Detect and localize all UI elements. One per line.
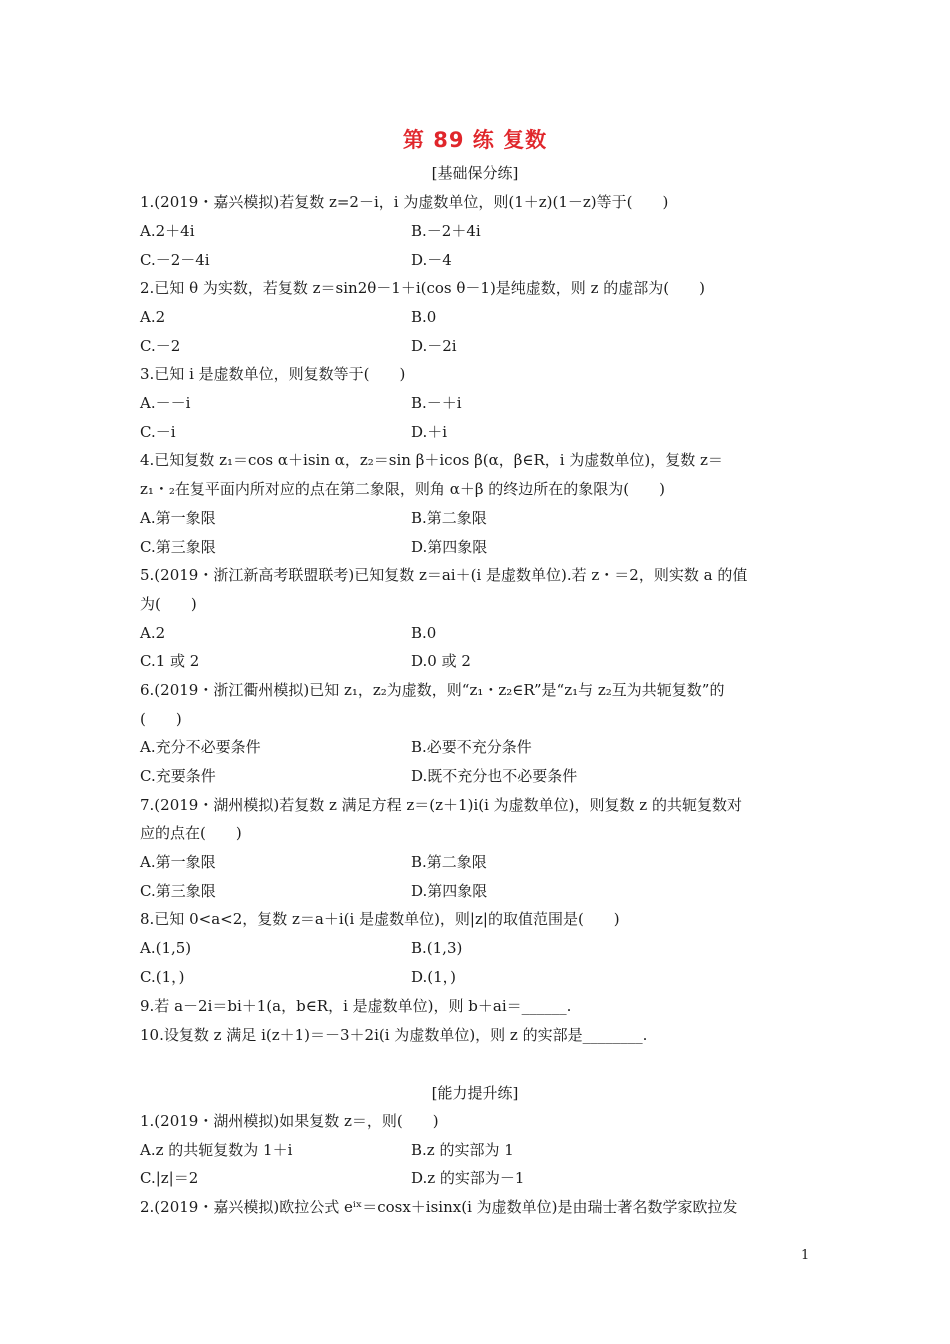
question-4-stem-line-2: z₁・₂在复平面内所对应的点在第二象限，则角 α＋β 的终边所在的象限为( ) xyxy=(140,480,665,498)
question-8-option-c: C.(1，) xyxy=(140,968,185,986)
advanced-question-1-option-d: D.z 的实部为－1 xyxy=(411,1169,525,1187)
section-heading-advanced: [能力提升练] xyxy=(431,1084,519,1102)
question-5-stem-line-1: 5.(2019・浙江新高考联盟联考)已知复数 z＝ai＋(i 是虚数单位).若 z・＝2，则实数 a 的值 xyxy=(140,566,748,584)
question-1-stem: 1.(2019・嘉兴模拟)若复数 z=2－i，i 为虚数单位，则(1＋z)(1－z)等于( ) xyxy=(140,193,669,211)
question-6-option-b: B.必要不充分条件 xyxy=(411,738,532,756)
question-4-stem-line-1: 4.已知复数 z₁＝cos α＋isin α，z₂＝sin β＋icos β(α，β∈R，i 为虚数单位)，复数 z＝ xyxy=(140,451,723,469)
question-8-option-b: B.(1,3) xyxy=(411,939,463,957)
advanced-question-1-stem: 1.(2019・湖州模拟)如果复数 z＝，则( ) xyxy=(140,1112,439,1130)
question-1-option-d: D.－4 xyxy=(411,251,452,269)
question-10-stem: 10.设复数 z 满足 i(z＋1)＝－3＋2i(i 为虚数单位)，则 z 的实部是________. xyxy=(140,1026,648,1044)
question-3-option-b: B.－＋i xyxy=(411,394,462,412)
advanced-question-1-option-c: C.|z|＝2 xyxy=(140,1169,199,1187)
question-5-option-a: A.2 xyxy=(140,624,166,642)
question-4-option-c: C.第三象限 xyxy=(140,538,216,556)
question-5-option-b: B.0 xyxy=(411,624,437,642)
question-3-option-a: A.－－i xyxy=(140,394,191,412)
question-2-option-c: C.－2 xyxy=(140,337,181,355)
question-7-option-a: A.第一象限 xyxy=(140,853,216,871)
question-7-option-d: D.第四象限 xyxy=(411,882,488,900)
question-7-stem-line-1: 7.(2019・湖州模拟)若复数 z 满足方程 z＝(z＋1)i(i 为虚数单位)，则复数 z 的共轭复数对 xyxy=(140,796,742,814)
question-3-option-c: C.－i xyxy=(140,423,176,441)
question-6-option-d: D.既不充分也不必要条件 xyxy=(411,767,578,785)
question-7-option-c: C.第三象限 xyxy=(140,882,216,900)
advanced-question-1-option-b: B.z 的实部为 1 xyxy=(411,1141,514,1159)
question-7-stem-line-2: 应的点在( ) xyxy=(140,824,242,842)
page-number: 1 xyxy=(801,1248,810,1263)
question-9-stem: 9.若 a－2i＝bi＋1(a，b∈R，i 是虚数单位)，则 b＋ai＝______. xyxy=(140,997,572,1015)
question-3-stem: 3.已知 i 是虚数单位，则复数等于( ) xyxy=(140,365,406,383)
question-8-stem: 8.已知 0<a<2，复数 z＝a＋i(i 是虚数单位)，则|z|的取值范围是( ) xyxy=(140,910,620,928)
question-2-stem: 2.已知 θ 为实数，若复数 z＝sin2θ－1＋i(cos θ－1)是纯虚数，则 z 的虚部为( ) xyxy=(140,279,705,297)
question-3-option-d: D.＋i xyxy=(411,423,448,441)
question-2-option-b: B.0 xyxy=(411,308,437,326)
question-6-stem-line-2: ( ) xyxy=(140,710,182,728)
advanced-question-1-option-a: A.z 的共轭复数为 1＋i xyxy=(140,1141,293,1159)
page-title: 第 89 练 复数 xyxy=(402,128,548,152)
question-7-option-b: B.第二象限 xyxy=(411,853,487,871)
question-4-option-b: B.第二象限 xyxy=(411,509,487,527)
question-4-option-a: A.第一象限 xyxy=(140,509,216,527)
question-2-option-d: D.－2i xyxy=(411,337,457,355)
section-heading-basic: [基础保分练] xyxy=(431,164,519,182)
advanced-question-2-stem: 2.(2019・嘉兴模拟)欧拉公式 eⁱˣ＝cosx＋isinx(i 为虚数单位)是由瑞士著名数学家欧拉发 xyxy=(140,1198,738,1216)
question-1-option-b: B.－2＋4i xyxy=(411,222,481,240)
question-6-option-c: C.充要条件 xyxy=(140,767,216,785)
question-4-option-d: D.第四象限 xyxy=(411,538,488,556)
question-5-option-d: D.0 或 2 xyxy=(411,652,471,670)
question-8-option-d: D.(1，) xyxy=(411,968,457,986)
question-1-option-a: A.2＋4i xyxy=(140,222,195,240)
question-6-option-a: A.充分不必要条件 xyxy=(140,738,261,756)
question-8-option-a: A.(1,5) xyxy=(140,939,192,957)
question-2-option-a: A.2 xyxy=(140,308,166,326)
question-6-stem-line-1: 6.(2019・浙江衢州模拟)已知 z₁，z₂为虚数，则“z₁・z₂∈R”是“z₁与 z₂互为共轭复数”的 xyxy=(140,681,725,699)
question-5-option-c: C.1 或 2 xyxy=(140,652,200,670)
question-1-option-c: C.－2－4i xyxy=(140,251,210,269)
question-5-stem-line-2: 为( ) xyxy=(140,595,197,613)
